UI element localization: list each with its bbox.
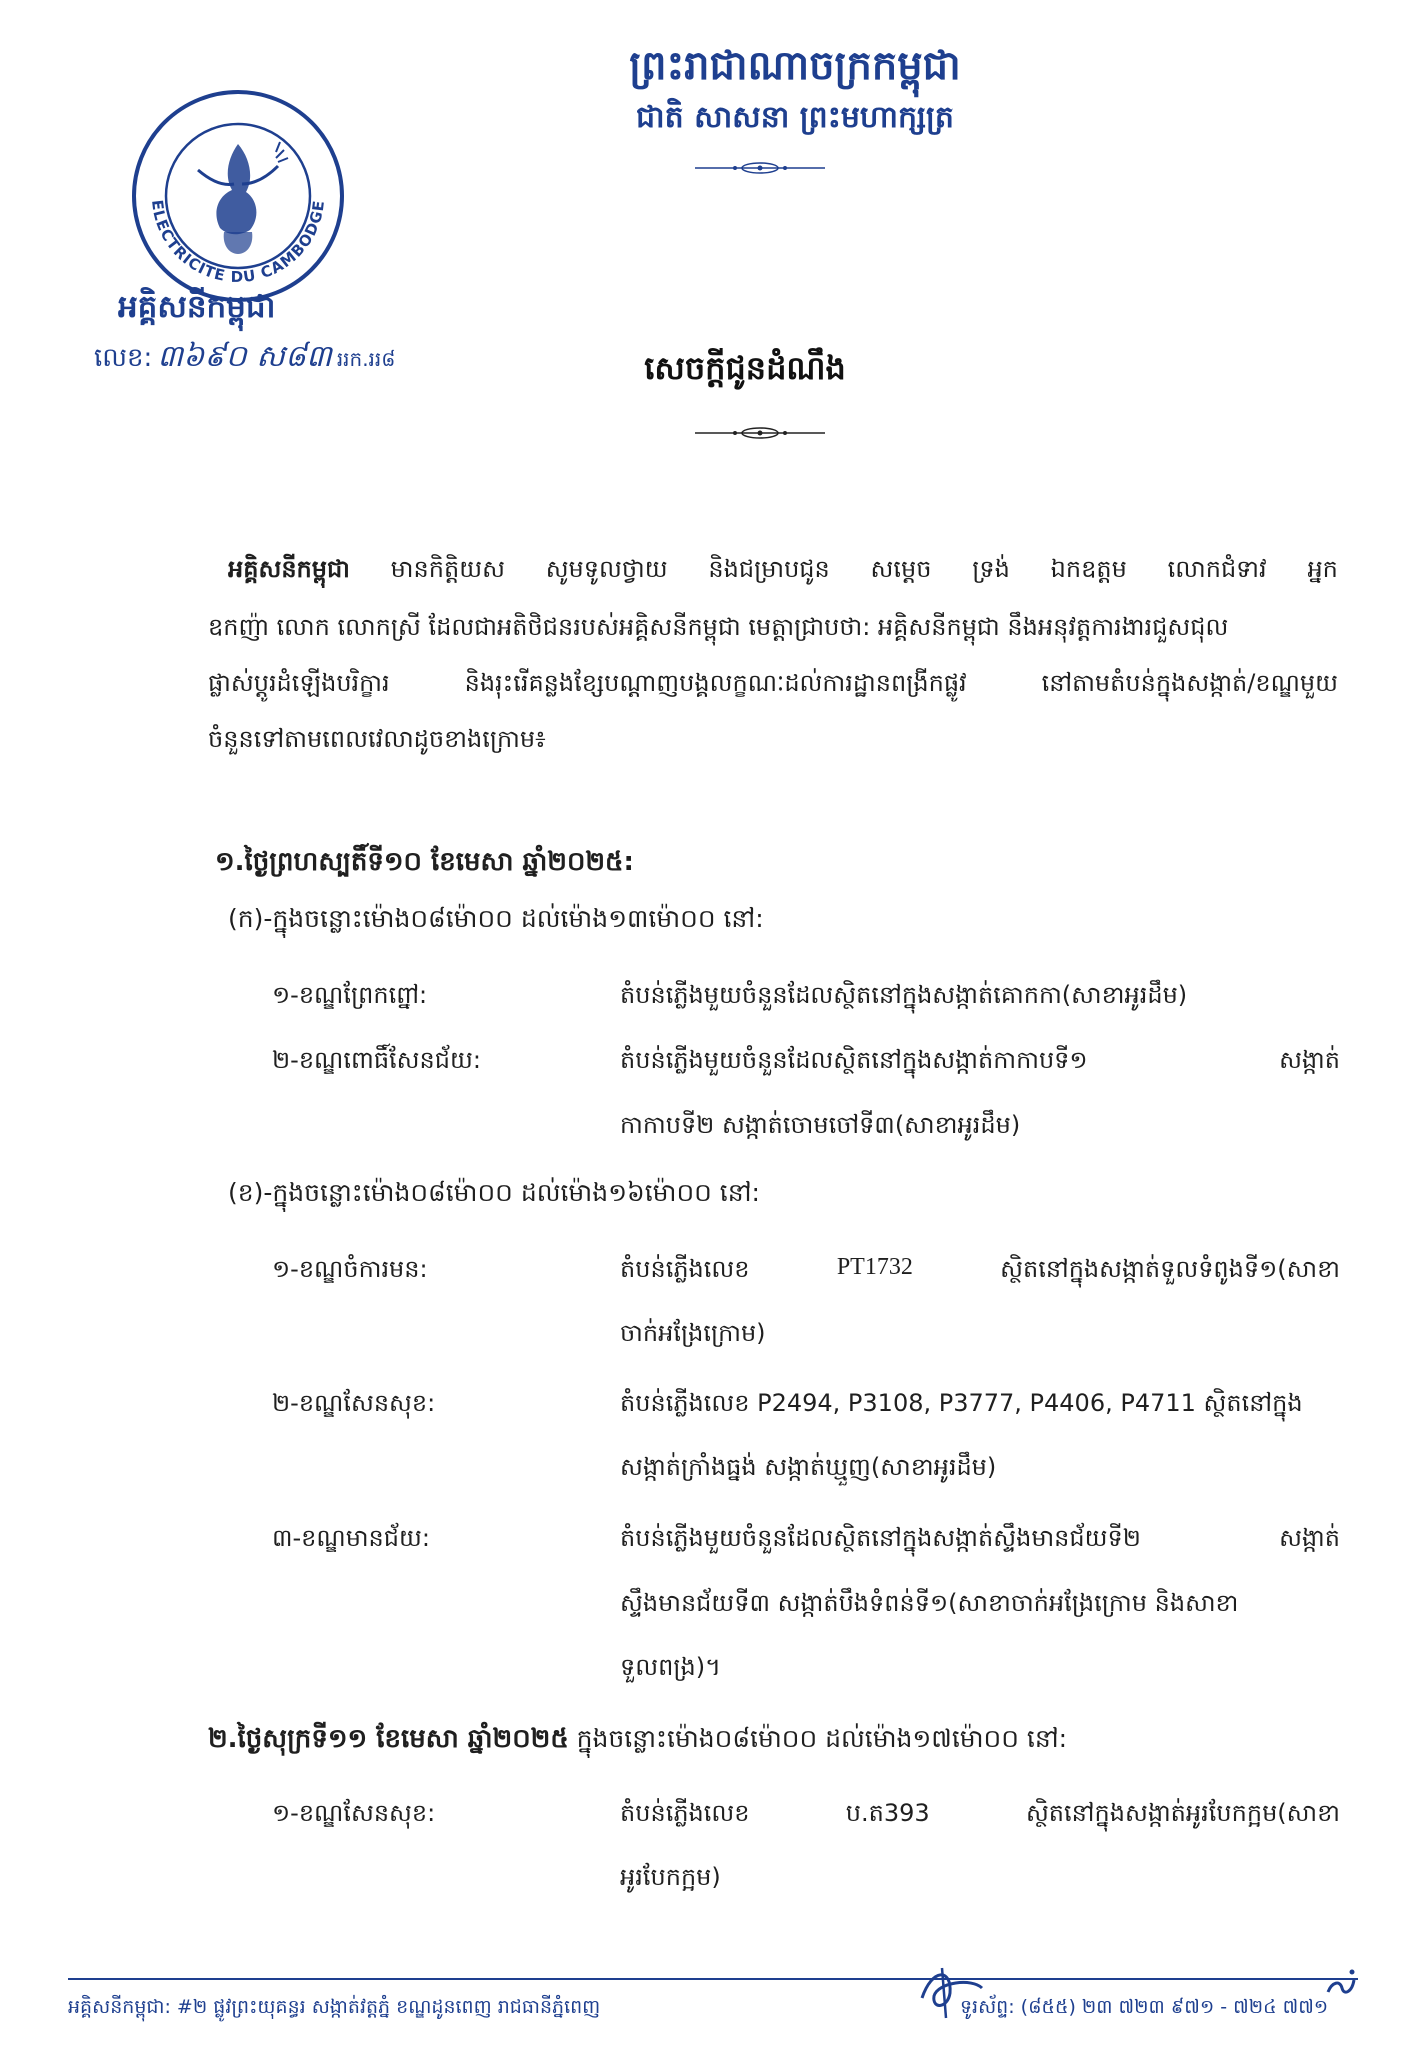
section-1-heading: ១.ថ្ងៃព្រហស្បតិ៍ទី១០ ខែមេសា ឆ្នាំ២០២៥:: [215, 847, 634, 877]
intro-line-2: ឧកញ៉ា លោក លោកស្រី ដែលជាអតិថិជនរបស់អគ្គិសនីកម្ពុជា មេត្តាជ្រាបថា: អគ្គិសនីកម្ពុជា នឹងអនុវត្តការងារជួសជុល: [208, 613, 1229, 641]
document-title: សេចក្តីជូនដំណឹង: [644, 349, 846, 387]
footer-address: អគ្គិសនីកម្ពុជា: #២ ផ្លូវព្រះយុគន្ធរ សង្កាត់វត្តភ្នំ ខណ្ឌដូនពេញ រាជធានីភ្នំពេញ: [68, 1996, 601, 2018]
reference-handwritten-number: ៣៦៩០ ស៨៣: [157, 339, 332, 374]
s1a-item-2-desc-line1: តំបន់ភ្លើងមួយចំនួនដែលស្ថិតនៅក្នុងសង្កាត់កាកាបទី១ សង្កាត់: [620, 1046, 1340, 1074]
s2-item-1-desc-line1: តំបន់ភ្លើងលេខ ប.ត393 ស្ថិតនៅក្នុងសង្កាត់អូរបែកក្អម(សាខា: [620, 1799, 1340, 1827]
s1b-item-3-label: ៣-ខណ្ឌមានជ័យ:: [272, 1524, 430, 1552]
s1b-item-2-desc-line1: តំបន់ភ្លើងលេខ P2494, P3108, P3777, P4406, P4711 ស្ថិតនៅក្នុង: [620, 1389, 1303, 1417]
s2-item-1-desc-line2: អូរបែកក្អម): [620, 1863, 721, 1891]
s1b-item-1-desc-line1: តំបន់ភ្លើងលេខ PT1732 ស្ថិតនៅក្នុងសង្កាត់ទួលទំពូងទី១(សាខា: [620, 1254, 1340, 1283]
intro-line-3: ផ្លាស់ប្តូរដំឡើងបរិក្ខារ និងរុះរើគន្លងខ្សែបណ្តាញបង្គលក្ខណៈដល់ការដ្ឋានពង្រីកផ្លូវ នៅតាមតំបន់ក្នុងសង្កាត់/ខណ្ឌមួយ: [208, 669, 1338, 697]
intro-lead: អគ្គិសនីកម្ពុជា: [228, 555, 350, 583]
reference-number: [94, 337, 395, 381]
s1a-item-1-label: ១-ខណ្ឌព្រែកព្នៅ:: [272, 981, 428, 1009]
kingdom-title: ព្រះរាជាណាចក្រកម្ពុជា: [629, 43, 961, 89]
section-1a-heading: (ក)-ក្នុងចន្លោះម៉ោង០៨ម៉ោ០០ ដល់ម៉ោង១៣ម៉ោ០០ នៅ:: [228, 904, 764, 933]
national-motto: ជាតិ សាសនា ព្រះមហាក្សត្រ: [636, 100, 954, 135]
s1b-item-3-desc-line3: ទួលពង្រ)។: [620, 1653, 721, 1681]
title-ornament: [695, 425, 825, 441]
section-2-heading: ២.ថ្ងៃសុក្រទី១១ ខែមេសា ឆ្នាំ២០២៥ ក្នុងចន្លោះម៉ោង០៨ម៉ោ០០ ដល់ម៉ោង១៧ម៉ោ០០ នៅ:: [208, 1724, 1068, 1754]
footer-phone: ទូរស័ព្ទ: (៨៥៥) ២៣ ៧២៣ ៩៧១ - ៧២៤ ៧៧១: [960, 1996, 1329, 2018]
section-1b-heading: (ខ)-ក្នុងចន្លោះម៉ោង០៨ម៉ោ០០ ដល់ម៉ោង១៦ម៉ោ០០ នៅ:: [228, 1178, 760, 1207]
organization-name: អគ្គិសនីកម្ពុជា: [118, 289, 276, 325]
s1b-item-1-desc-line2: ចាក់អង្រែក្រោម): [620, 1319, 766, 1347]
reference-suffix: ររក.ររ៨: [336, 347, 396, 371]
s1b-item-1-label: ១-ខណ្ឌចំការមន:: [272, 1255, 428, 1283]
svg-text:ELECTRICITE DU CAMBODGE: ELECTRICITE DU CAMBODGE: [147, 198, 329, 287]
intro-line-1: អគ្គិសនីកម្ពុជា មានកិត្តិយស សូមទូលថ្វាយ និងជម្រាបជូន សម្តេច ទ្រង់ ឯកឧត្តម លោកជំទាវ អ្នក: [228, 542, 1338, 596]
s1a-item-1-desc: តំបន់ភ្លើងមួយចំនួនដែលស្ថិតនៅក្នុងសង្កាត់គោកកា(សាខាអូរដឹម): [620, 981, 1188, 1009]
footer-divider: [68, 1978, 1358, 1980]
header-ornament: [695, 160, 825, 176]
footer-initial-mark: [1322, 1962, 1362, 2002]
s1a-item-2-desc-line2: កាកាបទី២ សង្កាត់ចោមចៅទី៣(សាខាអូរដឹម): [620, 1111, 1021, 1139]
intro-line-4: ចំនួនទៅតាមពេលវេលាដូចខាងក្រោម៖: [208, 725, 546, 753]
s1b-item-2-label: ២-ខណ្ឌសែនសុខ:: [272, 1389, 436, 1417]
s1a-item-2-label: ២-ខណ្ឌពោធិ៍សែនជ័យ:: [272, 1046, 481, 1074]
s1b-item-3-desc-line1: តំបន់ភ្លើងមួយចំនួនដែលស្ថិតនៅក្នុងសង្កាត់ស្ទឹងមានជ័យទី២ សង្កាត់: [620, 1524, 1340, 1552]
s1b-item-3-desc-line2: ស្ទឹងមានជ័យទី៣ សង្កាត់បឹងទំពន់ទី១(សាខាចាក់អង្រែក្រោម និងសាខា: [620, 1589, 1239, 1617]
s1b-item-2-desc-line2: សង្កាត់ក្រាំងធ្នង់ សង្កាត់ឃ្មួញ(សាខាអូរដឹម): [620, 1453, 997, 1481]
reference-label: លេខ:: [94, 343, 153, 373]
s2-item-1-label: ១-ខណ្ឌសែនសុខ:: [272, 1799, 436, 1827]
edc-logo: [128, 86, 348, 306]
